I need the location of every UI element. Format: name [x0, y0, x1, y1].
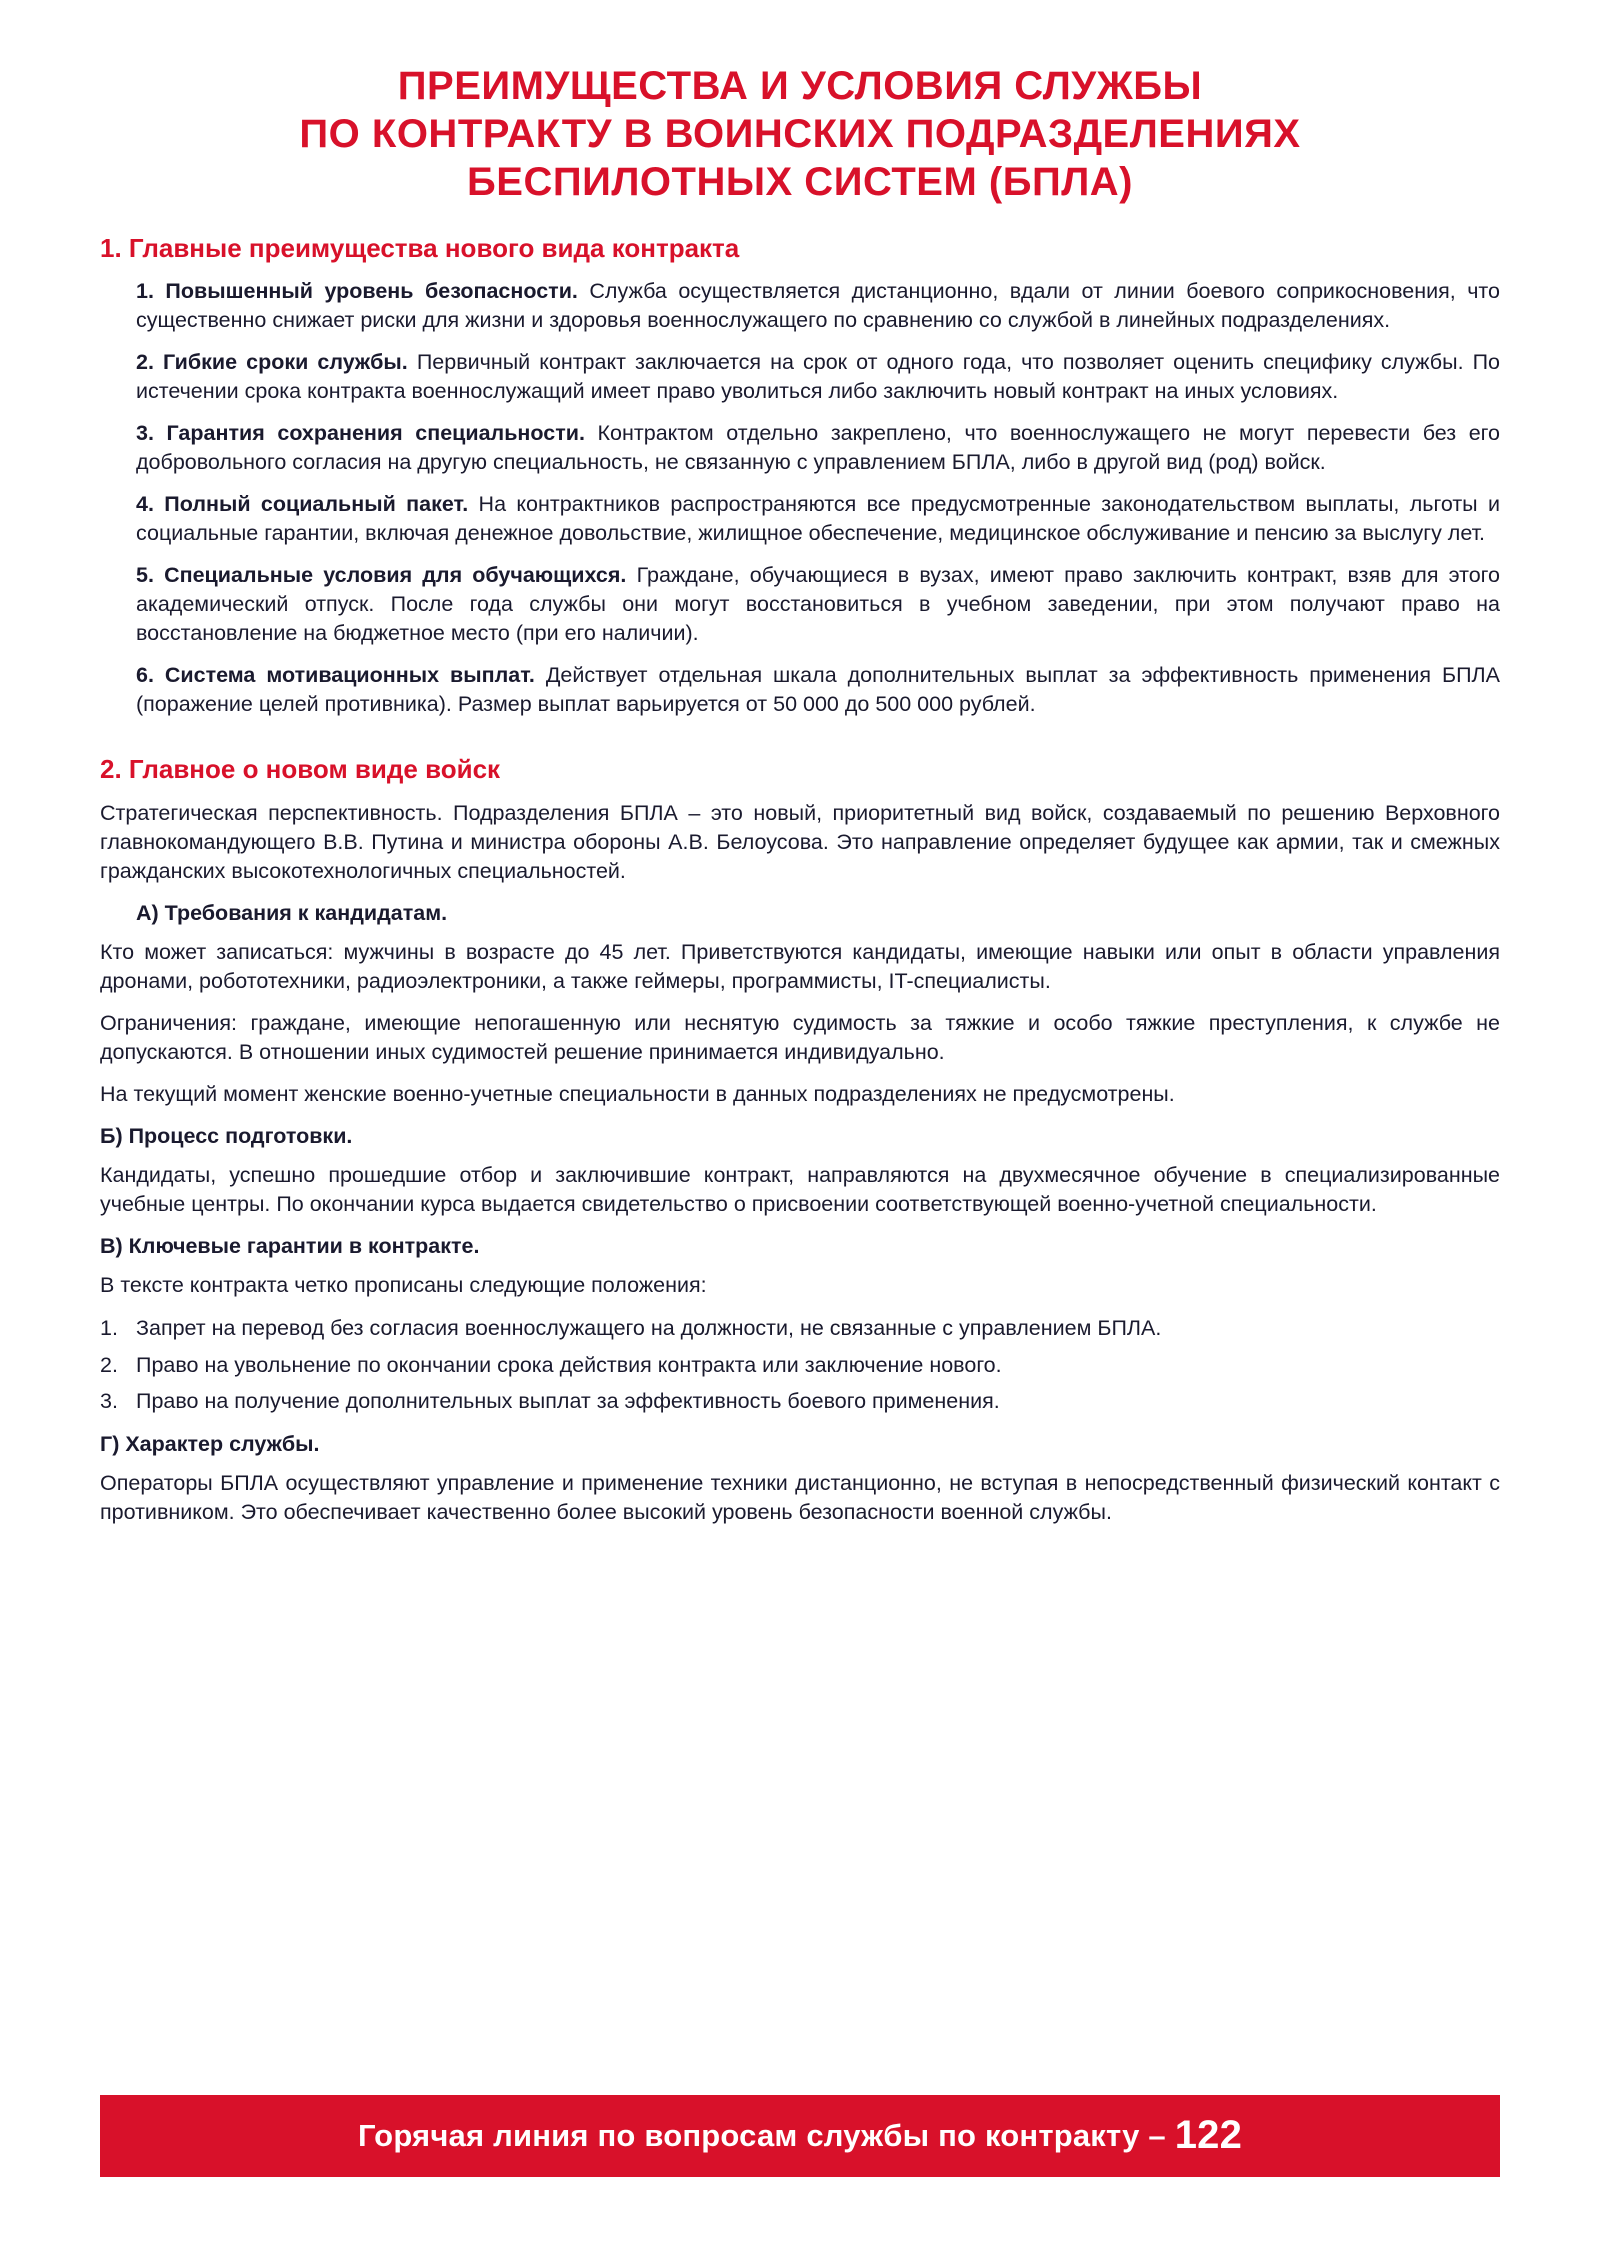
hotline-number: 122	[1174, 2113, 1243, 2157]
list-item	[100, 1313, 1500, 1344]
benefit-item-6	[100, 661, 1500, 719]
subsection-b-heading: Б) Процесс подготовки.	[100, 1124, 353, 1149]
list-item-text: Запрет на перевод без согласия военнослужащего на должности, не связанные с управлением БПЛА.	[136, 1316, 1162, 1341]
benefit-item-3-text: Контрактом отдельно закреплено, что военнослужащего не могут перевести без его добровольного согласия на другую специальность, не связанную с управлением БПЛА, либо в другой вид (род) войск.	[136, 420, 1500, 474]
benefit-item-3	[100, 419, 1500, 477]
title-line-3: БЕСПИЛОТНЫХ СИСТЕМ (БПЛА)	[467, 160, 1133, 204]
benefit-item-1-lead: 1. Повышенный уровень безопасности.	[136, 278, 578, 303]
subsection-b-paragraph-1: Кандидаты, успешно прошедшие отбор и заключившие контракт, направляются на двухмесячное обучение в специализированные учебные центры. По окончании курса выдается свидетельство о присвоении соответствующей военно-учетной специальности.	[100, 1163, 1500, 1217]
list-item-number: 1.	[100, 1316, 118, 1341]
subsection-g-paragraph-1: Операторы БПЛА осуществляют управление и применение техники дистанционно, не вступая в непосредственный физический контакт с противником. Это обеспечивает качественно более высокий уровень безопасности военной службы.	[100, 1470, 1500, 1524]
benefit-item-1-text: Служба осуществляется дистанционно, вдали от линии боевого соприкосновения, что существенно снижает риски для жизни и здоровья военнослужащего по сравнению со службой в линейных подразделениях.	[136, 278, 1500, 332]
benefit-item-5-lead: 5. Специальные условия для обучающихся.	[136, 562, 627, 587]
benefit-item-4-text: На контрактников распространяются все предусмотренные законодательством выплаты, льготы и социальные гарантии, включая денежное довольствие, жилищное обеспечение, медицинское обслуживание и пенсию за выслугу лет.	[136, 491, 1500, 545]
list-item-text: Право на увольнение по окончании срока действия контракта или заключение нового.	[136, 1352, 1002, 1377]
section-2-intro: Стратегическая перспективность. Подразделения БПЛА – это новый, приоритетный вид войск, создаваемый по решению Верховного главнокомандующего В.В. Путина и министра обороны А.В. Белоусова. Это направление определяет будущее как армии, так и смежных гражданских высокотехнологичных специальностей.	[100, 801, 1500, 884]
section-1-heading: 1. Главные преимущества нового вида контракта	[100, 233, 740, 263]
subsection-v-heading: В) Ключевые гарантии в контракте.	[100, 1234, 480, 1259]
benefit-item-6-text: Действует отдельная шкала дополнительных выплат за эффективность применения БПЛА (поражение целей противника). Размер выплат варьируется от 50 000 до 500 000 рублей.	[136, 662, 1500, 716]
title-line-1: ПРЕИМУЩЕСТВА И УСЛОВИЯ СЛУЖБЫ	[397, 64, 1203, 108]
benefit-item-5-text: Граждане, обучающиеся в вузах, имеют право заключить контракт, взяв для этого академический отпуск. После года службы они могут восстановиться в учебном заведении, при этом получают право на восстановление на бюджетное место (при его наличии).	[136, 562, 1500, 645]
subsection-a-paragraph-3: На текущий момент женские военно-учетные специальности в данных подразделениях не предусмотрены.	[100, 1082, 1175, 1107]
subsection-a-paragraph-2: Ограничения: граждане, имеющие непогашенную или неснятую судимость за тяжкие и особо тяжкие преступления, к службе не допускаются. В отношении иных судимостей решение принимается индивидуально.	[100, 1011, 1500, 1065]
list-item-number: 2.	[100, 1352, 118, 1377]
list-item-text: Право на получение дополнительных выплат за эффективность боевого применения.	[136, 1389, 1000, 1414]
benefit-item-4-lead: 4. Полный социальный пакет.	[136, 491, 469, 516]
benefit-item-3-lead: 3. Гарантия сохранения специальности.	[136, 420, 585, 445]
subsection-g-heading: Г) Характер службы.	[100, 1431, 320, 1456]
benefit-item-1	[100, 277, 1500, 335]
hotline-banner	[100, 2095, 1500, 2177]
contract-guarantees-list	[100, 1313, 1500, 1417]
hotline-label: Горячая линия по вопросам службы по контракту –	[357, 2118, 1175, 2153]
benefit-item-2-text: Первичный контракт заключается на срок от одного года, что позволяет оценить специфику службы. По истечении срока контракта военнослужащий имеет право уволиться либо заключить новый контракт на иных условиях.	[136, 349, 1501, 403]
benefit-item-2	[100, 348, 1500, 406]
title-line-2: ПО КОНТРАКТУ В ВОИНСКИХ ПОДРАЗДЕЛЕНИЯХ	[299, 112, 1301, 156]
list-item	[100, 1350, 1500, 1381]
benefit-item-4	[100, 490, 1500, 548]
benefit-item-6-lead: 6. Система мотивационных выплат.	[136, 662, 535, 687]
subsection-v-paragraph-1: В тексте контракта четко прописаны следующие положения:	[100, 1273, 707, 1298]
benefit-item-5	[100, 561, 1500, 648]
subsection-a-paragraph-1: Кто может записаться: мужчины в возрасте до 45 лет. Приветствуются кандидаты, имеющие навыки или опыт в области управления дронами, робототехники, радиоэлектроники, а также геймеры, программисты, IT-специалисты.	[100, 940, 1500, 994]
page-title	[100, 62, 1500, 206]
section-2-heading: 2. Главное о новом виде войск	[100, 753, 501, 784]
subsection-a-heading: А) Требования к кандидатам.	[136, 901, 448, 926]
list-item	[100, 1386, 1500, 1417]
benefit-item-2-lead: 2. Гибкие сроки службы.	[136, 349, 408, 374]
list-item-number: 3.	[100, 1389, 118, 1414]
